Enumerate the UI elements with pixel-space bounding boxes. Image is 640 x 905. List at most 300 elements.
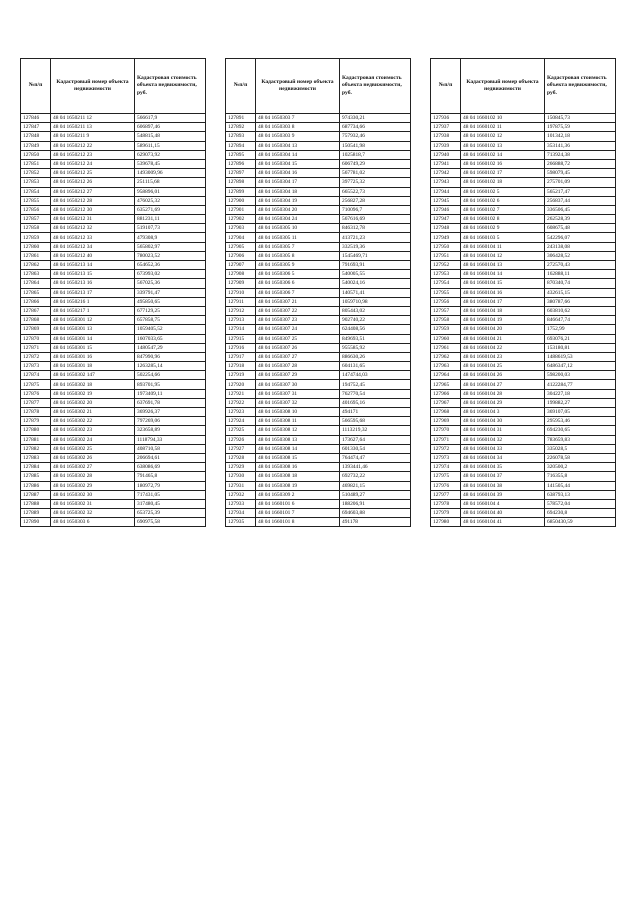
table-row [21,389,206,398]
table-row [431,389,616,398]
cadastral-number: 48 04 1650212 27 [51,187,135,196]
cadastral-cost: 757932,46 [340,132,411,141]
table-row [226,306,411,315]
row-number: 127922 [226,398,256,407]
table-row [226,288,411,297]
cadastral-number: 48 04 1650301 18 [51,362,135,371]
row-number: 127928 [226,453,256,462]
cadastral-cost: 320500,2 [545,463,616,472]
header-number: №п/п [21,59,51,114]
cadastral-number: 48 04 1650305 7 [256,242,340,251]
cadastral-number: 48 04 1660104 41 [461,518,545,527]
cadastral-number: 48 04 1660101 6 [256,499,340,508]
cadastral-cost: 479308,9 [135,233,206,242]
cadastral-cost: 4122284,77 [545,380,616,389]
cadastral-number: 48 04 1660102 12 [461,132,545,141]
table-row [21,150,206,159]
cadastral-number: 48 04 1650304 20 [256,205,340,214]
table-row [431,426,616,435]
cadastral-number: 48 04 1650302 21 [51,408,135,417]
table-row [21,159,206,168]
table-row [21,380,206,389]
cadastral-number: 48 04 1650308 12 [256,426,340,435]
row-number: 127954 [431,279,461,288]
cadastral-cost: 566595,68 [340,417,411,426]
table-row [431,224,616,233]
row-number: 127975 [431,472,461,481]
cadastral-number: 48 04 1650307 22 [256,306,340,315]
row-number: 127885 [21,472,51,481]
cadastral-cost: 243138,08 [545,242,616,251]
row-number: 127875 [21,380,51,389]
cadastral-cost: 548815,48 [135,132,206,141]
cadastral-number: 48 04 1660104 11 [461,242,545,251]
cadastral-cost: 847990,96 [135,352,206,361]
header-number: №п/п [431,59,461,114]
row-number: 127912 [226,306,256,315]
cadastral-number: 48 04 1660104 13 [461,261,545,270]
row-number: 127881 [21,435,51,444]
cadastral-cost: 401695,16 [340,398,411,407]
cadastral-cost: 510489,27 [340,490,411,499]
cadastral-cost: 199882,27 [545,398,616,407]
cadastral-number: 48 04 1650304 18 [256,187,340,196]
cadastral-number: 48 04 1660104 17 [461,297,545,306]
row-number: 127918 [226,362,256,371]
cadastral-cost: 604131,65 [340,362,411,371]
cadastral-number: 48 04 1650307 29 [256,371,340,380]
cadastral-cost: 955585,92 [340,343,411,352]
cadastral-number: 48 04 1660101 8 [256,518,340,527]
table-row [226,472,411,481]
row-number: 127848 [21,132,51,141]
row-number: 127893 [226,132,256,141]
row-number: 127936 [431,114,461,123]
cadastral-number: 48 04 1660102 6 [461,196,545,205]
cadastral-cost: 272570,43 [545,261,616,270]
cadastral-number: 48 04 1650212 26 [51,178,135,187]
cadastral-cost: 1025818,7 [340,150,411,159]
cadastral-number: 48 04 1650302 32 [51,509,135,518]
row-number: 127890 [21,518,51,527]
cadastral-number: 48 04 1650305 9 [256,261,340,270]
table-row [21,205,206,214]
table-row [21,261,206,270]
row-number: 127930 [226,472,256,481]
table-row [431,453,616,462]
cadastral-number: 48 04 1650301 13 [51,325,135,334]
table-row [21,472,206,481]
cadastral-number: 48 04 1660104 28 [461,389,545,398]
table-row [226,187,411,196]
row-number: 127854 [21,187,51,196]
table-row [21,114,206,123]
cadastral-cost: 495850,65 [135,297,206,306]
table-row [431,270,616,279]
cadastral-cost: 1059405,52 [135,325,206,334]
cadastral-cost: 893701,95 [135,380,206,389]
table-row [431,352,616,361]
table-row [21,398,206,407]
row-number: 127863 [21,270,51,279]
table-row [431,114,616,123]
cadastral-number: 48 04 1660104 14 [461,270,545,279]
table-header-row [226,59,411,114]
header-cadastral-cost: Кадастровая стоимость объекта недвижимости, руб. [340,59,411,114]
row-number: 127846 [21,114,51,123]
row-number: 127913 [226,316,256,325]
table-row [226,205,411,214]
cadastral-number: 48 04 1650212 40 [51,251,135,260]
cadastral-cost: 870340,74 [545,279,616,288]
cadastral-number: 48 04 1650304 16 [256,169,340,178]
row-number: 127873 [21,362,51,371]
cadastral-cost: 764474,47 [340,453,411,462]
cadastral-number: 48 04 1650211 12 [51,114,135,123]
cadastral-cost: 6850430,59 [545,518,616,527]
table-row [431,205,616,214]
header-cadastral-number: Кадастровый номер объекта недвижимости [256,59,340,114]
cadastral-number: 48 04 1650212 34 [51,242,135,251]
cadastral-number: 48 04 1650307 25 [256,334,340,343]
table-row [226,114,411,123]
row-number: 127866 [21,297,51,306]
row-number: 127915 [226,334,256,343]
cadastral-number: 48 04 1660104 16 [461,288,545,297]
cadastral-cost: 881231,11 [135,215,206,224]
cadastral-cost: 846312,78 [340,224,411,233]
cadastral-cost: 332519,36 [340,242,411,251]
row-number: 127878 [21,408,51,417]
table-row [431,123,616,132]
cadastral-cost: 567616,69 [340,215,411,224]
cadastral-number: 48 04 1660102 11 [461,123,545,132]
table-row [226,463,411,472]
cadastral-number: 48 04 1650303 6 [51,518,135,527]
row-number: 127907 [226,261,256,270]
row-number: 127850 [21,150,51,159]
cadastral-number: 48 04 1650308 15 [256,453,340,462]
row-number: 127902 [226,215,256,224]
row-number: 127905 [226,242,256,251]
row-number: 127864 [21,279,51,288]
cadastral-number: 48 04 1650212 28 [51,196,135,205]
table-row [21,325,206,334]
row-number: 127886 [21,481,51,490]
cadastral-number: 48 04 1650302 22 [51,417,135,426]
row-number: 127870 [21,334,51,343]
cadastral-cost: 173627,64 [340,435,411,444]
cadastral-number: 48 04 1650307 30 [256,380,340,389]
table-row [226,509,411,518]
table-row [21,270,206,279]
cadastral-cost: 694603,88 [340,509,411,518]
cadastral-number: 48 04 1650308 18 [256,472,340,481]
table-row [431,316,616,325]
table-row [431,150,616,159]
row-number: 127916 [226,343,256,352]
cadastral-number: 48 04 1650302 28 [51,472,135,481]
row-number: 127872 [21,352,51,361]
cadastral-number: 48 04 1650213 14 [51,261,135,270]
table-row [21,187,206,196]
row-number: 127867 [21,306,51,315]
cadastral-number: 48 04 1650302 30 [51,490,135,499]
row-number: 127921 [226,389,256,398]
table-row [226,371,411,380]
row-number: 127917 [226,352,256,361]
row-number: 127977 [431,490,461,499]
row-number: 127884 [21,463,51,472]
cadastral-number: 48 04 1660101 7 [256,509,340,518]
cadastral-cost: 713924,38 [545,150,616,159]
row-number: 127877 [21,398,51,407]
row-number: 127947 [431,215,461,224]
table-row [21,297,206,306]
table-row [226,141,411,150]
row-number: 127955 [431,288,461,297]
cadastral-cost: 624408,56 [340,325,411,334]
table-row [431,499,616,508]
table-row [431,141,616,150]
row-number: 127923 [226,408,256,417]
cadastral-cost: 141505,44 [545,481,616,490]
row-number: 127970 [431,426,461,435]
table-row [21,417,206,426]
cadastral-cost: 494171 [340,408,411,417]
table-row [431,380,616,389]
cadastral-cost: 717431,05 [135,490,206,499]
table-row [21,196,206,205]
cadastral-number: 48 04 1660104 26 [461,371,545,380]
table-row [226,380,411,389]
table-row [431,398,616,407]
cadastral-number: 48 04 1650212 25 [51,169,135,178]
cadastral-cost: 101342,18 [545,132,616,141]
row-number: 127880 [21,426,51,435]
cadastral-cost: 1474744,03 [340,371,411,380]
table-row [21,251,206,260]
table-row [226,426,411,435]
row-number: 127901 [226,205,256,214]
row-number: 127883 [21,453,51,462]
cadastral-number: 48 04 1660102 18 [461,178,545,187]
cadastral-number: 48 04 1660104 20 [461,325,545,334]
cadastral-cost: 256827,28 [340,196,411,205]
table-row [431,187,616,196]
cadastral-cost: 1973409,11 [135,389,206,398]
cadastral-number: 48 04 1660104 31 [461,426,545,435]
header-number: №п/п [226,59,256,114]
row-number: 127948 [431,224,461,233]
table-row [226,408,411,417]
row-number: 127869 [21,325,51,334]
table-row [21,233,206,242]
row-number: 127855 [21,196,51,205]
row-number: 127847 [21,123,51,132]
table-row [431,490,616,499]
cadastral-cost: 256837,44 [545,196,616,205]
table-row [21,435,206,444]
row-number: 127946 [431,205,461,214]
table-row [431,343,616,352]
cadastral-number: 48 04 1650307 28 [256,362,340,371]
cadastral-cost: 974330,21 [340,114,411,123]
table-row [21,509,206,518]
cadastral-number: 48 04 1650212 33 [51,233,135,242]
cadastral-cost: 150541,98 [340,141,411,150]
row-number: 127939 [431,141,461,150]
cadastral-cost: 408710,58 [135,444,206,453]
row-number: 127964 [431,371,461,380]
table-row [226,444,411,453]
table-row [226,352,411,361]
cadastral-number: 48 04 1650302 25 [51,444,135,453]
table-row [226,279,411,288]
row-number: 127853 [21,178,51,187]
table-row [21,444,206,453]
row-number: 127851 [21,159,51,168]
cadastral-cost: 539678,45 [135,159,206,168]
table-row [431,279,616,288]
row-number: 127876 [21,389,51,398]
cadastral-number: 48 04 1650302 29 [51,481,135,490]
cadastral-number: 48 04 1660104 22 [461,343,545,352]
cadastral-number: 48 04 1650304 15 [256,159,340,168]
cadastral-cost: 1059710,98 [340,297,411,306]
row-number: 127944 [431,187,461,196]
row-number: 127963 [431,362,461,371]
cadastral-cost: 629073,92 [135,150,206,159]
cadastral-number: 48 04 1650305 11 [256,233,340,242]
cadastral-cost: 638793,13 [545,490,616,499]
table-row [431,178,616,187]
table-row [21,490,206,499]
table-row [21,288,206,297]
cadastral-number: 48 04 1650304 14 [256,150,340,159]
cadastral-number: 48 04 1650211 9 [51,132,135,141]
table-row [21,362,206,371]
cadastral-table [430,58,616,527]
row-number: 127926 [226,435,256,444]
row-number: 127957 [431,306,461,315]
cadastral-number: 48 04 1650306 5 [256,270,340,279]
cadastral-number: 48 04 1650307 32 [256,398,340,407]
table-row [226,325,411,334]
cadastral-number: 48 04 1650304 24 [256,215,340,224]
cadastral-number: 48 04 1650213 15 [51,270,135,279]
cadastral-number: 48 04 1650303 7 [256,114,340,123]
table-row [226,261,411,270]
cadastral-cost: 266888,72 [545,159,616,168]
cadastral-cost: 608675,48 [545,224,616,233]
cadastral-cost: 180972,79 [135,481,206,490]
row-number: 127931 [226,481,256,490]
cadastral-cost: 540024,16 [340,279,411,288]
table-row [21,518,206,527]
table-row [431,261,616,270]
table-row [226,334,411,343]
cadastral-cost: 540005,55 [340,270,411,279]
cadastral-cost: 317480,45 [135,499,206,508]
cadastral-cost: 150845,73 [545,114,616,123]
table-row [21,141,206,150]
row-number: 127974 [431,463,461,472]
cadastral-cost: 567781,02 [340,169,411,178]
row-number: 127929 [226,463,256,472]
row-number: 127859 [21,233,51,242]
cadastral-number: 48 04 1660102 8 [461,215,545,224]
cadastral-number: 48 04 1650302 23 [51,426,135,435]
cadastral-number: 48 04 1660104 32 [461,435,545,444]
cadastral-cost: 791465,8 [135,472,206,481]
table-row [226,398,411,407]
row-number: 127903 [226,224,256,233]
cadastral-cost: 476025,32 [135,196,206,205]
cadastral-number: 48 04 1660104 15 [461,279,545,288]
table-row [226,215,411,224]
cadastral-number: 48 04 1650212 24 [51,159,135,168]
row-number: 127942 [431,169,461,178]
cadastral-number: 48 04 1660104 4 [461,499,545,508]
cadastral-cost: 323658,89 [135,426,206,435]
row-number: 127897 [226,169,256,178]
row-number: 127973 [431,453,461,462]
row-number: 127935 [226,518,256,527]
table-row [226,178,411,187]
row-number: 127937 [431,123,461,132]
cadastral-cost: 1113219,32 [340,426,411,435]
table-row [226,343,411,352]
row-number: 127940 [431,150,461,159]
row-number: 127962 [431,352,461,361]
cadastral-number: 48 04 1650307 31 [256,389,340,398]
cadastral-number: 48 04 1650308 10 [256,408,340,417]
cadastral-cost: 262528,39 [545,215,616,224]
cadastral-cost: 336506,45 [545,205,616,214]
table-row [226,389,411,398]
cadastral-number: 48 04 1660104 25 [461,362,545,371]
cadastral-number: 48 04 1660104 33 [461,444,545,453]
table-row [226,270,411,279]
row-number: 127953 [431,270,461,279]
row-number: 127849 [21,141,51,150]
cadastral-cost: 6486347,12 [545,362,616,371]
cadastral-cost: 780023,52 [135,251,206,260]
table-row [431,408,616,417]
cadastral-number: 48 04 1660104 29 [461,398,545,407]
table-row [226,242,411,251]
cadastral-number: 48 04 1660104 35 [461,463,545,472]
cadastral-cost: 693076,21 [545,334,616,343]
row-number: 127945 [431,196,461,205]
cadastral-number: 48 04 1660104 40 [461,509,545,518]
cadastral-cost: 339791,47 [135,288,206,297]
cadastral-number: 48 04 1650213 16 [51,279,135,288]
cadastral-cost: 502254,66 [135,371,206,380]
cadastral-number: 48 04 1650308 16 [256,463,340,472]
cadastral-number: 48 04 1660104 21 [461,334,545,343]
table-row [226,132,411,141]
table-row [431,215,616,224]
cadastral-number: 48 04 1660104 18 [461,306,545,315]
cadastral-cost: 797269,06 [135,417,206,426]
cadastral-number: 48 04 1660104 39 [461,490,545,499]
cadastral-cost: 413721,23 [340,233,411,242]
row-number: 127941 [431,159,461,168]
cadastral-number: 48 04 1650307 21 [256,297,340,306]
table-row [431,169,616,178]
